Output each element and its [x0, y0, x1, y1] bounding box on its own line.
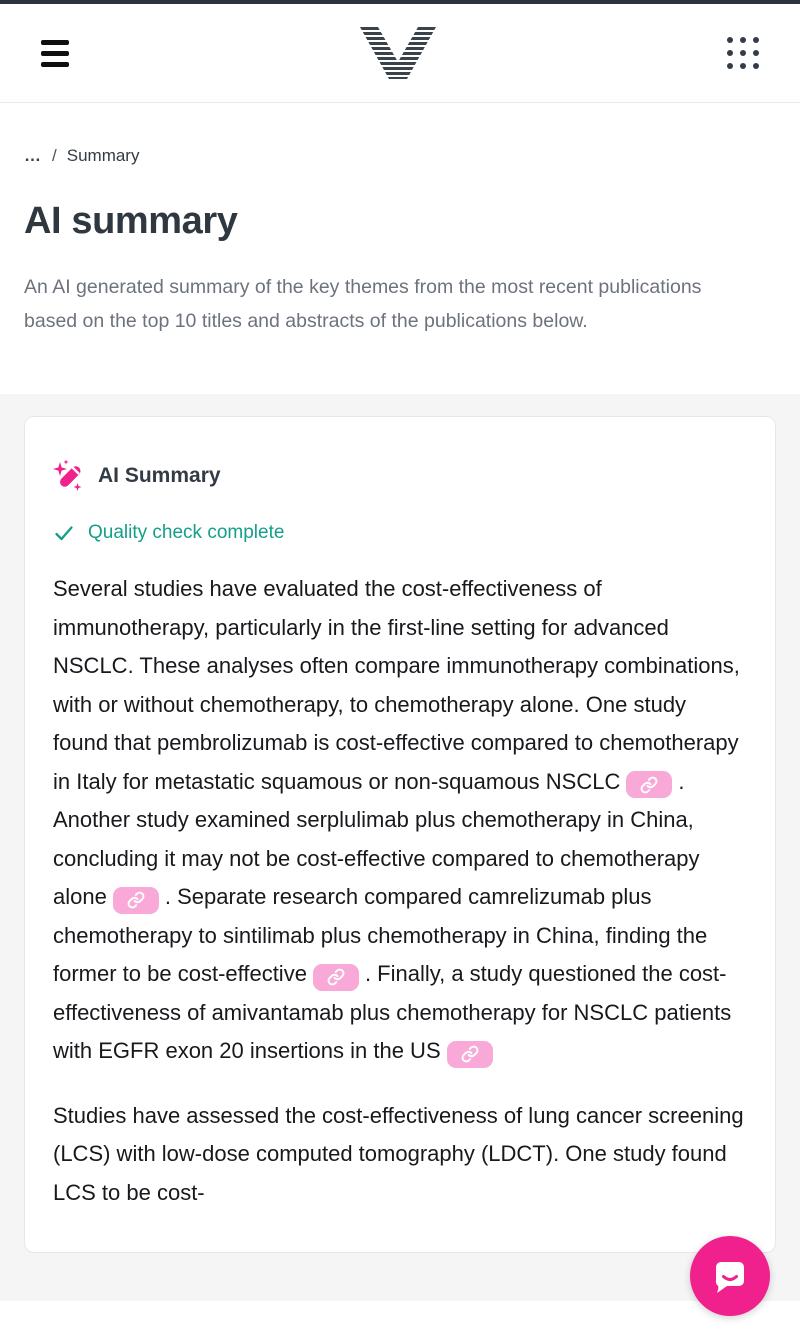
breadcrumb-current: Summary	[66, 146, 140, 165]
citation-link-badge[interactable]	[313, 964, 359, 991]
breadcrumb	[24, 146, 776, 166]
checkmark-icon	[53, 522, 75, 544]
app-grid-icon[interactable]	[727, 37, 759, 69]
ai-summary-card	[24, 416, 776, 1253]
link-icon	[640, 776, 658, 794]
breadcrumb-separator: /	[52, 146, 57, 165]
quality-status	[53, 522, 747, 544]
card-header	[53, 459, 747, 493]
card-paragraphs	[53, 570, 747, 1212]
page-description: An AI generated summary of the key themes from the most recent publications based on the top 10 titles and abstracts of the publications below.	[24, 276, 702, 332]
v-logo[interactable]	[357, 27, 439, 79]
magic-wand-icon	[53, 459, 85, 493]
content-area	[0, 394, 800, 1301]
citation-link-badge[interactable]	[626, 771, 672, 798]
hamburger-menu-icon[interactable]	[41, 40, 69, 67]
status-text: Quality check complete	[88, 522, 285, 543]
link-icon	[461, 1045, 479, 1063]
page-intro	[0, 103, 800, 394]
app-header	[0, 4, 800, 103]
chat-launcher-button[interactable]	[690, 1236, 770, 1316]
summary-paragraph: Several studies have evaluated the cost-effectiveness of immunotherapy, particularly in the first-line setting for advanced NSCLC. These analyses often compare immunotherapy combinations, with or without chemotherapy, to chemotherapy alone. One study found that pembrolizumab is cost-effective compared to chemotherapy in Italy for metastatic squamous or non-squamous NSCLC . Another study examined serplulimab plus chemotherapy in China, concluding it may not be cost-effective compared to chemotherapy alone . Separate research compared camrelizumab plus chemotherapy to sintilimab plus chemotherapy in China, finding the former to be cost-effective . Finally, a study questioned the cost-effectiveness of amivantamab plus chemotherapy for NSCLC patients with EGFR exon 20 insertions in the US	[53, 570, 747, 1071]
card-title: AI Summary	[98, 464, 221, 487]
page-title: AI summary	[24, 200, 238, 242]
breadcrumb-collapsed[interactable]: …	[24, 146, 42, 165]
link-icon	[327, 968, 345, 986]
chat-bubble-icon	[709, 1255, 751, 1297]
summary-paragraph: Studies have assessed the cost-effectiveness of lung cancer screening (LCS) with low-dose computed tomography (LDCT). One study found LCS to be cost-	[53, 1102, 744, 1205]
link-icon	[127, 891, 145, 909]
citation-link-badge[interactable]	[113, 887, 159, 914]
citation-link-badge[interactable]	[447, 1041, 493, 1068]
